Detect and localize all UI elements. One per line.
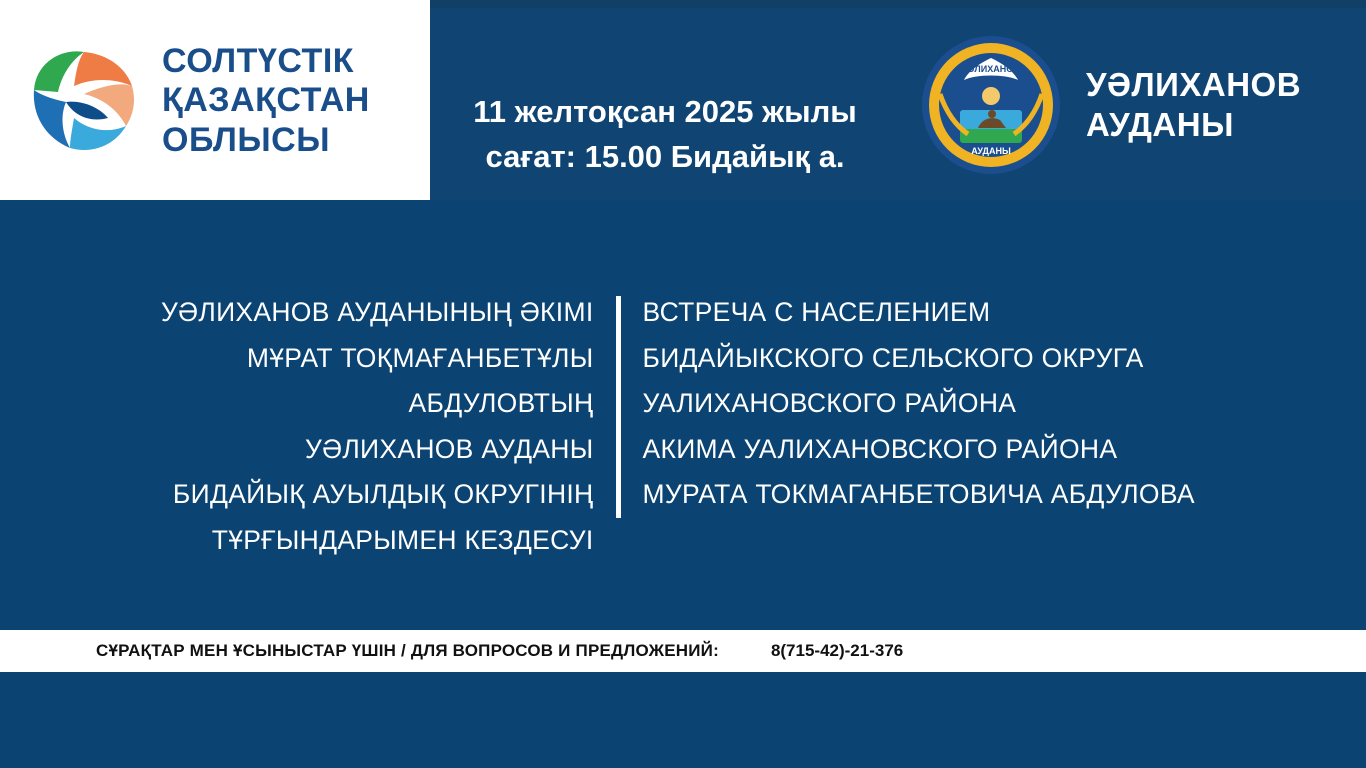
announcement-russian-column xyxy=(621,290,1303,563)
poster-header xyxy=(0,8,1366,200)
svg-text:УӘЛИХАНОВ: УӘЛИХАНОВ xyxy=(962,64,1020,74)
region-logo-line-2: ҚАЗАҚСТАН xyxy=(162,81,370,120)
event-date-block xyxy=(430,90,900,180)
region-logo-line-3: ОБЛЫСЫ xyxy=(162,120,331,159)
event-date-line-1: 11 желтоқсан 2025 жылы xyxy=(473,94,857,129)
district-name-line-1: УӘЛИХАНОВ xyxy=(1086,66,1302,104)
district-block xyxy=(920,34,1301,176)
region-logo-line-1: СОЛТҮСТІК xyxy=(162,41,355,80)
top-strip xyxy=(0,0,1366,8)
kazakh-line: УӘЛИХАНОВ АУДАНЫНЫҢ ӘКІМІ xyxy=(161,297,594,327)
poster-body xyxy=(0,200,1366,630)
announcement-kazakh-column xyxy=(64,290,616,563)
district-name-line-2: АУДАНЫ xyxy=(1086,106,1234,143)
russian-line: ВСТРЕЧА С НАСЕЛЕНИЕМ xyxy=(642,297,991,327)
top-strip-white-segment xyxy=(0,0,430,8)
russian-line: АКИМА УАЛИХАНОВСКОГО РАЙОНА xyxy=(642,433,1118,464)
svg-text:АУДАНЫ: АУДАНЫ xyxy=(971,146,1011,156)
announcement-columns xyxy=(0,290,1366,563)
kazakh-line: ТҰРҒЫНДАРЫМЕН КЕЗДЕСУІ xyxy=(211,524,594,555)
district-name-text xyxy=(1086,65,1301,144)
ualikhanov-district-emblem-icon xyxy=(920,34,1062,176)
footer-blue-strip xyxy=(0,672,1366,768)
kazakh-line: УӘЛИХАНОВ АУДАНЫ xyxy=(304,433,594,464)
kazakh-line: БИДАЙЫҚ АУЫЛДЫҚ ОКРУГІНІҢ xyxy=(172,479,594,510)
top-strip-blue-segment xyxy=(430,0,1366,8)
region-logo xyxy=(22,38,370,164)
region-logo-text xyxy=(162,42,370,160)
contact-footer-label: СҰРАҚТАР МЕН ҰСЫНЫСТАР ҮШІН / ДЛЯ ВОПРОСОВ И ПРЕДЛОЖЕНИЙ: xyxy=(96,641,719,660)
contact-phone-number: 8(715-42)-21-376 xyxy=(770,641,904,660)
event-date-line-2: сағат: 15.00 Бидайық а. xyxy=(485,138,845,174)
sko-wave-logo-icon xyxy=(22,38,148,164)
russian-line: МУРАТА ТОКМАГАНБЕТОВИЧА АБДУЛОВА xyxy=(642,479,1195,510)
kazakh-line: МҰРАТ ТОҚМАҒАНБЕТҰЛЫ АБДУЛОВТЫҢ xyxy=(246,342,594,419)
russian-line: БИДАЙЫКСКОГО СЕЛЬСКОГО ОКРУГА xyxy=(642,342,1144,373)
contact-footer xyxy=(0,630,1366,672)
russian-line: УАЛИХАНОВСКОГО РАЙОНА xyxy=(642,388,1017,419)
